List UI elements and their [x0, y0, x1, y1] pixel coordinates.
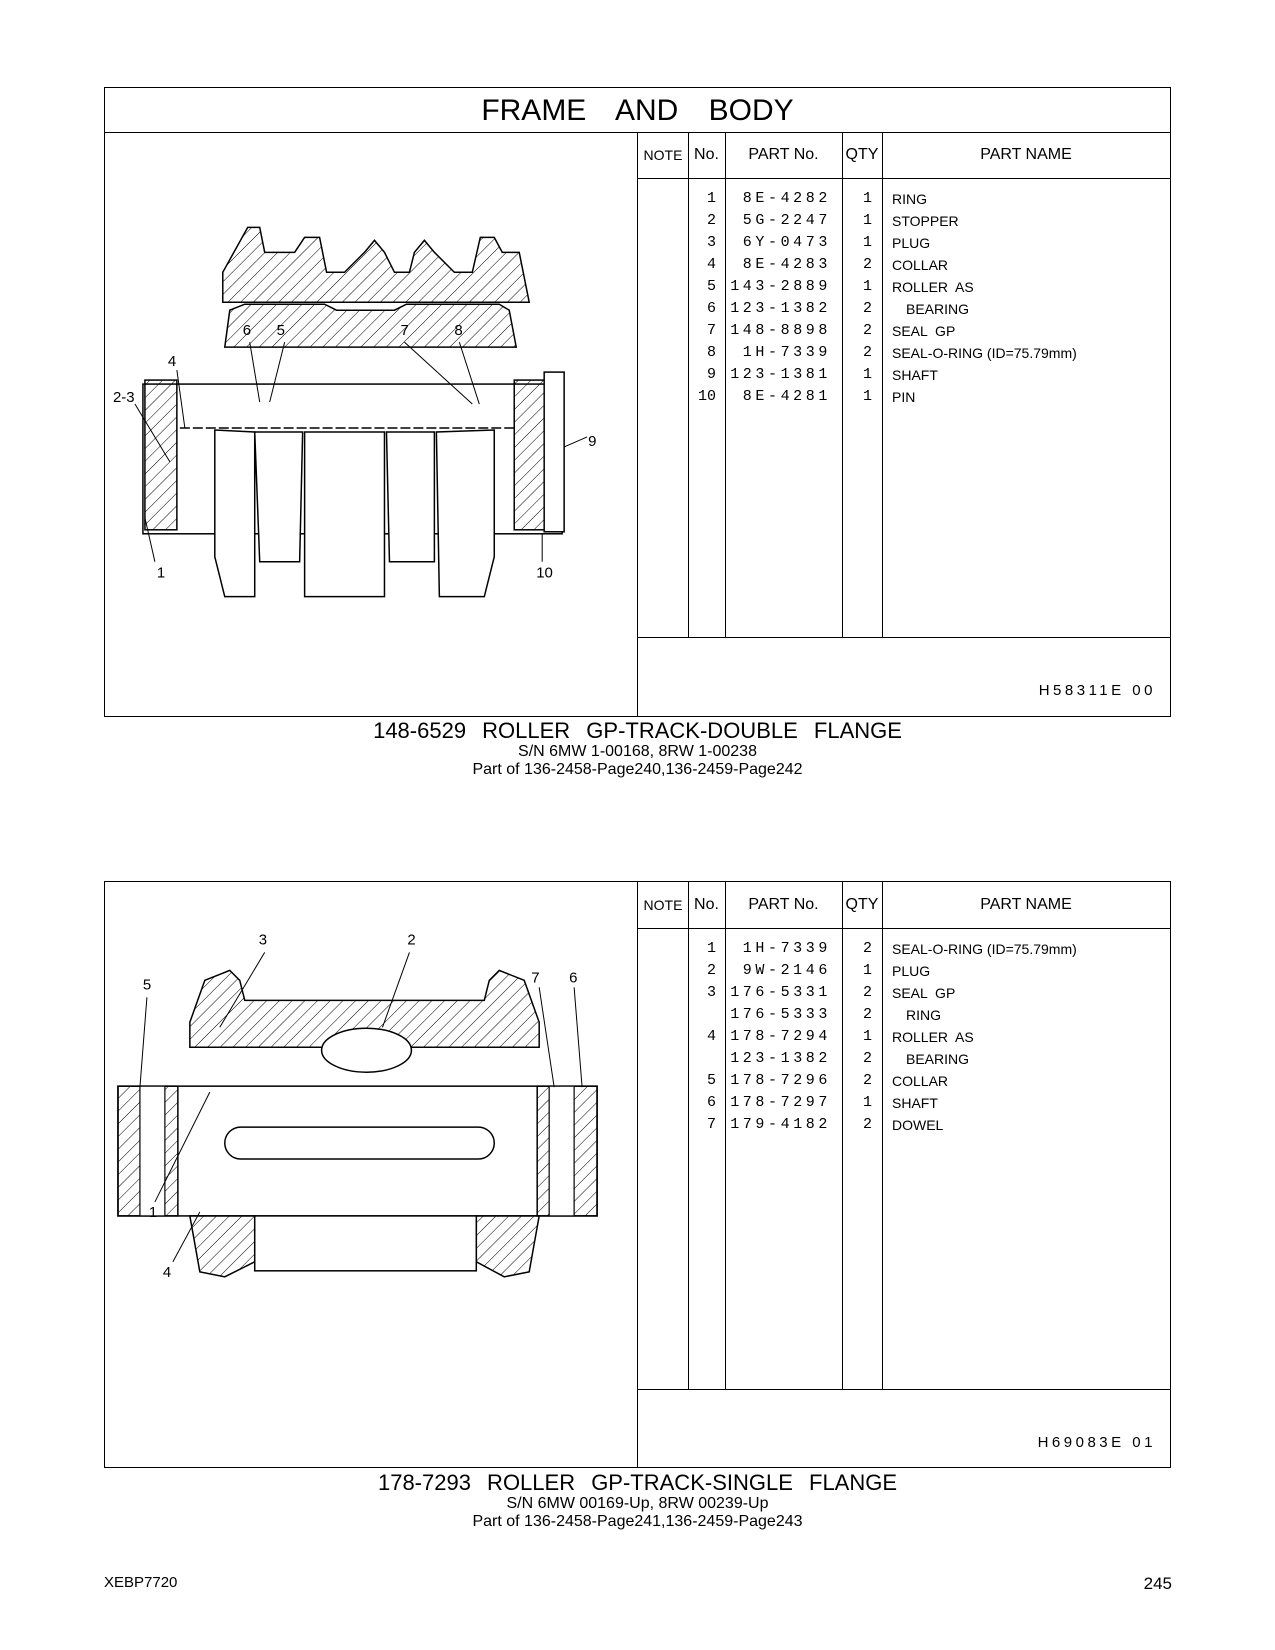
part-number: 123-1382	[730, 300, 831, 317]
parts-table	[638, 882, 1170, 1467]
part-number: 148-8898	[730, 322, 831, 339]
quantity: 2	[862, 1116, 872, 1133]
part-number: 176-5333	[730, 1006, 831, 1023]
part-number: 6Y-0473	[742, 234, 831, 251]
table-row	[638, 1092, 1170, 1114]
part-number: 5G-2247	[742, 212, 831, 229]
part-number: 178-7297	[730, 1094, 831, 1111]
part-name: SEAL GP	[892, 323, 956, 339]
table-row	[638, 342, 1170, 364]
part-number: 123-1381	[730, 366, 831, 383]
part-name: RING	[906, 1007, 941, 1023]
caption-title: 148-6529 ROLLER GP-TRACK-DOUBLE FLANGE	[373, 718, 902, 743]
table-row	[638, 960, 1170, 982]
part-of-reference: Part of 136-2458-Page240,136-2459-Page242	[472, 761, 803, 778]
item-number: 3	[706, 234, 716, 251]
quantity: 2	[862, 256, 872, 273]
quantity: 2	[862, 322, 872, 339]
part-name: SHAFT	[892, 367, 938, 383]
part-name: BEARING	[906, 1051, 970, 1067]
header-qty: QTY	[845, 896, 879, 913]
part-number: 8E-4283	[742, 256, 831, 273]
part-number: 179-4182	[730, 1116, 831, 1133]
drawing-code: H58311E 00	[1038, 682, 1156, 699]
table-row	[638, 232, 1170, 254]
header-part-no: PART No.	[748, 146, 819, 163]
quantity: 1	[862, 1028, 872, 1045]
item-number: 5	[706, 278, 716, 295]
part-name: DOWEL	[892, 1117, 944, 1133]
callout-label: 1	[148, 1203, 158, 1221]
part-name: ROLLER AS	[892, 279, 974, 295]
part-number: 178-7296	[730, 1072, 831, 1089]
cross-section-diagram	[105, 882, 637, 1467]
part-number: 8E-4281	[742, 388, 831, 405]
item-number: 4	[706, 1028, 716, 1045]
part-of-reference: Part of 136-2458-Page241,136-2459-Page243	[472, 1513, 803, 1530]
part-name: COLLAR	[892, 257, 949, 273]
page-number: 245	[1143, 1574, 1172, 1593]
part-name: PLUG	[892, 963, 931, 979]
drawing-code: H69083E 01	[1037, 1434, 1156, 1451]
item-number: 7	[706, 1116, 716, 1133]
roller-single-flange-drawing	[105, 882, 638, 1467]
quantity: 2	[862, 1006, 872, 1023]
quantity: 1	[862, 388, 872, 405]
part-name: PIN	[892, 389, 916, 405]
item-number: 8	[706, 344, 716, 361]
item-number: 7	[706, 322, 716, 339]
callout-label: 9	[588, 432, 597, 450]
callout-label: 3	[258, 931, 268, 949]
item-number: 1	[706, 940, 716, 957]
serial-range: S/N 6MW 00169-Up, 8RW 00239-Up	[506, 1495, 769, 1512]
item-number: 2	[706, 212, 716, 229]
callout-label: 5	[142, 976, 152, 994]
quantity: 2	[862, 1050, 872, 1067]
header-part-no: PART No.	[748, 896, 819, 913]
table-row	[638, 276, 1170, 298]
quantity: 1	[862, 212, 872, 229]
quantity: 1	[862, 1094, 872, 1111]
part-number: 9W-2146	[742, 962, 831, 979]
item-number: 4	[706, 256, 716, 273]
callout-label: 7	[531, 969, 540, 987]
header-part-name: PART NAME	[980, 146, 1072, 163]
table-row	[638, 188, 1170, 210]
part-name: PLUG	[892, 235, 931, 251]
header-part-name: PART NAME	[980, 896, 1072, 913]
table-row	[638, 1114, 1170, 1136]
quantity: 1	[862, 366, 872, 383]
part-name: ROLLER AS	[892, 1029, 974, 1045]
item-number: 9	[706, 366, 716, 383]
item-number: 2	[706, 962, 716, 979]
table-row	[638, 210, 1170, 232]
cross-section-diagram	[105, 132, 637, 716]
table-row	[638, 1004, 1170, 1026]
part-name: SEAL GP	[892, 985, 956, 1001]
part-number: 8E-4282	[742, 190, 831, 207]
callout-label: 8	[454, 322, 463, 340]
part-number: 1H-7339	[742, 344, 831, 361]
table-row	[638, 254, 1170, 276]
header-no: No.	[694, 896, 719, 913]
part-number: 176-5331	[730, 984, 831, 1001]
table-row	[638, 982, 1170, 1004]
callout-label: 1	[156, 564, 166, 582]
callout-label: 10	[536, 564, 553, 582]
part-number: 1H-7339	[742, 940, 831, 957]
quantity: 2	[862, 1072, 872, 1089]
callout-label: 2	[407, 931, 416, 949]
quantity: 1	[862, 190, 872, 207]
header-note: NOTE	[643, 147, 683, 163]
table-row	[638, 364, 1170, 386]
quantity: 2	[862, 300, 872, 317]
caption-title: 178-7293 ROLLER GP-TRACK-SINGLE FLANGE	[377, 1470, 898, 1495]
table-row	[638, 320, 1170, 342]
quantity: 2	[862, 940, 872, 957]
part-name: COLLAR	[892, 1073, 949, 1089]
callout-label: 4	[162, 1263, 172, 1281]
parts-table	[638, 132, 1170, 716]
item-number: 1	[706, 190, 716, 207]
header-no: No.	[694, 146, 719, 163]
callout-label: 5	[276, 322, 286, 340]
item-number: 3	[706, 984, 716, 1001]
part-name: BEARING	[906, 301, 970, 317]
table-row	[638, 386, 1170, 408]
part-number: 143-2889	[730, 278, 831, 295]
part-name: SEAL-O-RING (ID=75.79mm)	[892, 345, 1077, 361]
quantity: 1	[862, 962, 872, 979]
table-row	[638, 1048, 1170, 1070]
section-title: FRAME AND BODY	[105, 88, 1170, 133]
item-number: 6	[706, 300, 716, 317]
parts-panel-double-flange	[104, 87, 1171, 717]
document-id: XEBP7720	[104, 1574, 178, 1591]
callout-label: 7	[400, 322, 409, 340]
part-number: 123-1382	[730, 1050, 831, 1067]
serial-range: S/N 6MW 1-00168, 8RW 1-00238	[518, 743, 757, 760]
table-row	[638, 1070, 1170, 1092]
item-number: 5	[706, 1072, 716, 1089]
header-note: NOTE	[643, 897, 683, 913]
part-name: STOPPER	[892, 213, 959, 229]
part-name: SEAL-O-RING (ID=75.79mm)	[892, 941, 1077, 957]
quantity: 2	[862, 344, 872, 361]
table-row	[638, 938, 1170, 960]
callout-label: 6	[242, 322, 252, 340]
part-name: SHAFT	[892, 1095, 938, 1111]
roller-double-flange-drawing	[105, 132, 638, 716]
item-number: 6	[706, 1094, 716, 1111]
quantity: 2	[862, 984, 872, 1001]
quantity: 1	[862, 278, 872, 295]
table-row	[638, 298, 1170, 320]
item-number: 10	[697, 388, 716, 405]
table-row	[638, 1026, 1170, 1048]
part-name: RING	[892, 191, 927, 207]
callout-label: 4	[167, 353, 177, 371]
header-qty: QTY	[845, 146, 879, 163]
quantity: 1	[862, 234, 872, 251]
callout-label: 2-3	[112, 389, 135, 407]
callout-label: 6	[569, 969, 578, 987]
parts-panel-single-flange	[104, 881, 1171, 1468]
part-number: 178-7294	[730, 1028, 831, 1045]
